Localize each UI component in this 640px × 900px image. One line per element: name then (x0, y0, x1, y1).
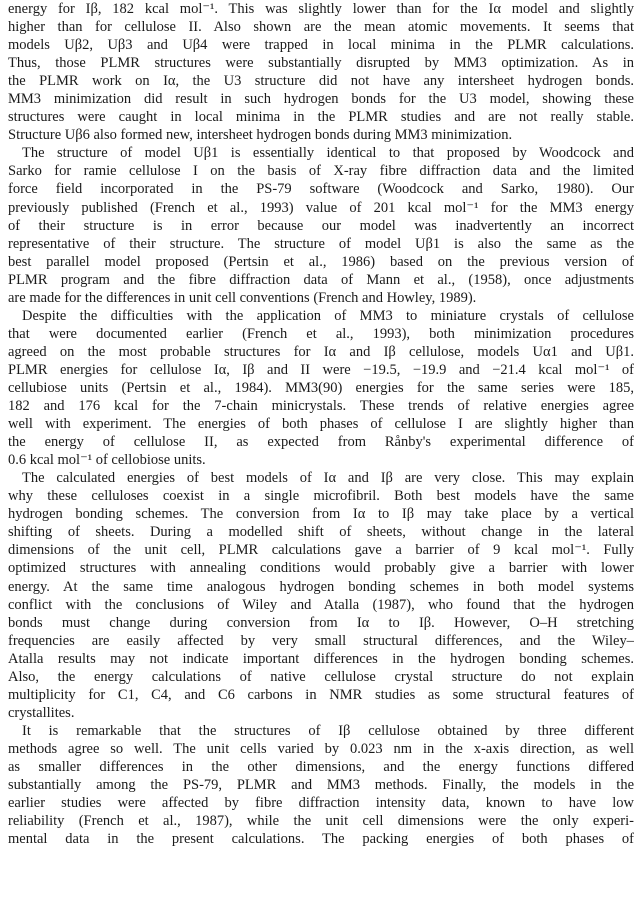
text-line: Structure Uβ6 also formed new, intersheet hydrogen bonds during MM3 minimization. (8, 127, 513, 144)
paragraph-4 (8, 469, 634, 722)
text-line: energy. At the same time analogous hydrogen bonding schemes in both model systems (8, 578, 634, 595)
text-line: crystallites. (8, 704, 75, 721)
text-line: hydrogen bonding schemes. The conversion from Iα to Iβ may take place by a vertical (8, 506, 634, 523)
text-line: that were documented earlier (French et al., 1993), both minimization procedures (8, 325, 634, 342)
text-line: PLMR program and the fibre diffraction data of Mann et al., (1958), once adjustments (8, 271, 634, 288)
text-line: The structure of model Uβ1 is essentially identical to that proposed by Woodcock and (22, 145, 634, 162)
text-line: MM3 minimization did result in such hydrogen bonds for the U3 model, showing these (8, 91, 634, 108)
paragraph-3 (8, 307, 634, 469)
text-line: Despite the difficulties with the application of MM3 to miniature crystals of cellulose (22, 307, 634, 324)
text-line: earlier studies were affected by fibre diffraction intensity data, known to have low (8, 795, 634, 812)
text-line: 182 and 176 kcal for the 7-chain minicrystals. These trends of relative energies agree (8, 398, 634, 415)
text-line: as smaller differences in the other dimensions, and the energy functions differed (8, 758, 634, 775)
text-line: previously published (French et al., 1993) value of 201 kcal mol⁻¹ for the MM3 energy (8, 199, 634, 216)
text-line: the energy of cellulose II, as expected from Rånby's experimental difference of (8, 434, 634, 451)
text-line: the PLMR work on Iα, the U3 structure did not have any intersheet hydrogen bonds. (8, 73, 634, 90)
text-line: why these celluloses coexist in a single microfibril. Both best models have the same (8, 488, 634, 505)
text-line: Also, the energy calculations of native cellulose crystal structure do not explain (8, 668, 634, 685)
text-line: dimensions of the unit cell, PLMR calculations gave a barrier of 9 kcal mol⁻¹. Fully (8, 542, 634, 559)
text-line: reliability (French et al., 1987), while the unit cell dimensions were the only experi- (8, 813, 634, 830)
text-line: conflict with the conclusions of Wiley and Atalla (1987), who found that the hydrogen (8, 596, 634, 613)
text-line: best parallel model proposed (Pertsin et al., 1986) based on the previous version of (8, 253, 634, 270)
text-line: energy for Iβ, 182 kcal mol⁻¹. This was slightly lower than for the Iα model and slightly (8, 1, 634, 17)
paragraph-5 (8, 722, 634, 848)
document-page (8, 0, 634, 900)
text-line: 0.6 kcal mol⁻¹ of cellobiose units. (8, 452, 206, 469)
paragraph-2 (8, 144, 634, 306)
text-line: Sarko for ramie cellulose I on the basis of X-ray fibre diffraction data and the limited (8, 163, 634, 180)
text-line: are made for the differences in unit cell conventions (French and Howley, 1989). (8, 289, 477, 306)
text-line: models Uβ2, Uβ3 and Uβ4 were trapped in local minima in the PLMR calculations. (8, 37, 634, 54)
text-line: optimized structures with annealing conditions would probably give a barrier with lower (8, 560, 634, 577)
text-line: substantially among the PS-79, PLMR and MM3 methods. Finally, the models in the (8, 777, 634, 794)
text-line: It is remarkable that the structures of Iβ cellulose obtained by three different (22, 722, 634, 739)
text-line: cellubiose units (Pertsin et al., 1984). MM3(90) energies for the same series were 185, (8, 379, 634, 396)
text-line: bonds must change during conversion from Iα to Iβ. However, O–H stretching (8, 614, 634, 631)
text-line: frequencies are easily affected by very small structural differences, and the Wiley– (8, 632, 634, 649)
text-line: shifting of sheets. During a modelled shift of sheets, without change in the lateral (8, 524, 634, 541)
text-line: mental data in the present calculations. The packing energies of both phases of (8, 831, 634, 848)
text-line: The calculated energies of best models of Iα and Iβ are very close. This may explain (22, 470, 634, 487)
text-line: agreed on the most probable structures for Iα and Iβ cellulose, models Uα1 and Uβ1. (8, 343, 634, 360)
text-line: higher than for cellulose II. Also shown are the mean atomic movements. It seems that (8, 19, 634, 36)
text-line: representative of their structure. The structure of model Uβ1 is also the same as the (8, 235, 634, 252)
text-line: well with experiment. The energies of both phases of cellulose I are slightly higher than (8, 416, 634, 433)
text-line: Thus, those PLMR structures were substantially disrupted by MM3 optimization. As in (8, 55, 634, 72)
text-line: of their structure is in error because our model was inadvertently an incorrect (8, 217, 634, 234)
paragraph-1 (8, 0, 634, 144)
text-line: methods agree so well. The unit cells varied by 0.023 nm in the x-axis direction, as well (8, 740, 634, 757)
text-line: PLMR energies for cellulose Iα, Iβ and II were −19.5, −19.9 and −21.4 kcal mol⁻¹ of (8, 361, 634, 378)
text-line: Atalla results may not indicate important differences in the hydrogen bonding schemes. (8, 650, 634, 667)
text-line: multiplicity for C1, C4, and C6 carbons in NMR studies as some structural features of (8, 686, 634, 703)
text-line: force field incorporated in the PS-79 software (Woodcock and Sarko, 1980). Our (8, 181, 634, 198)
text-line: structures were caught in local minima in the PLMR studies and are not really stable. (8, 109, 634, 126)
